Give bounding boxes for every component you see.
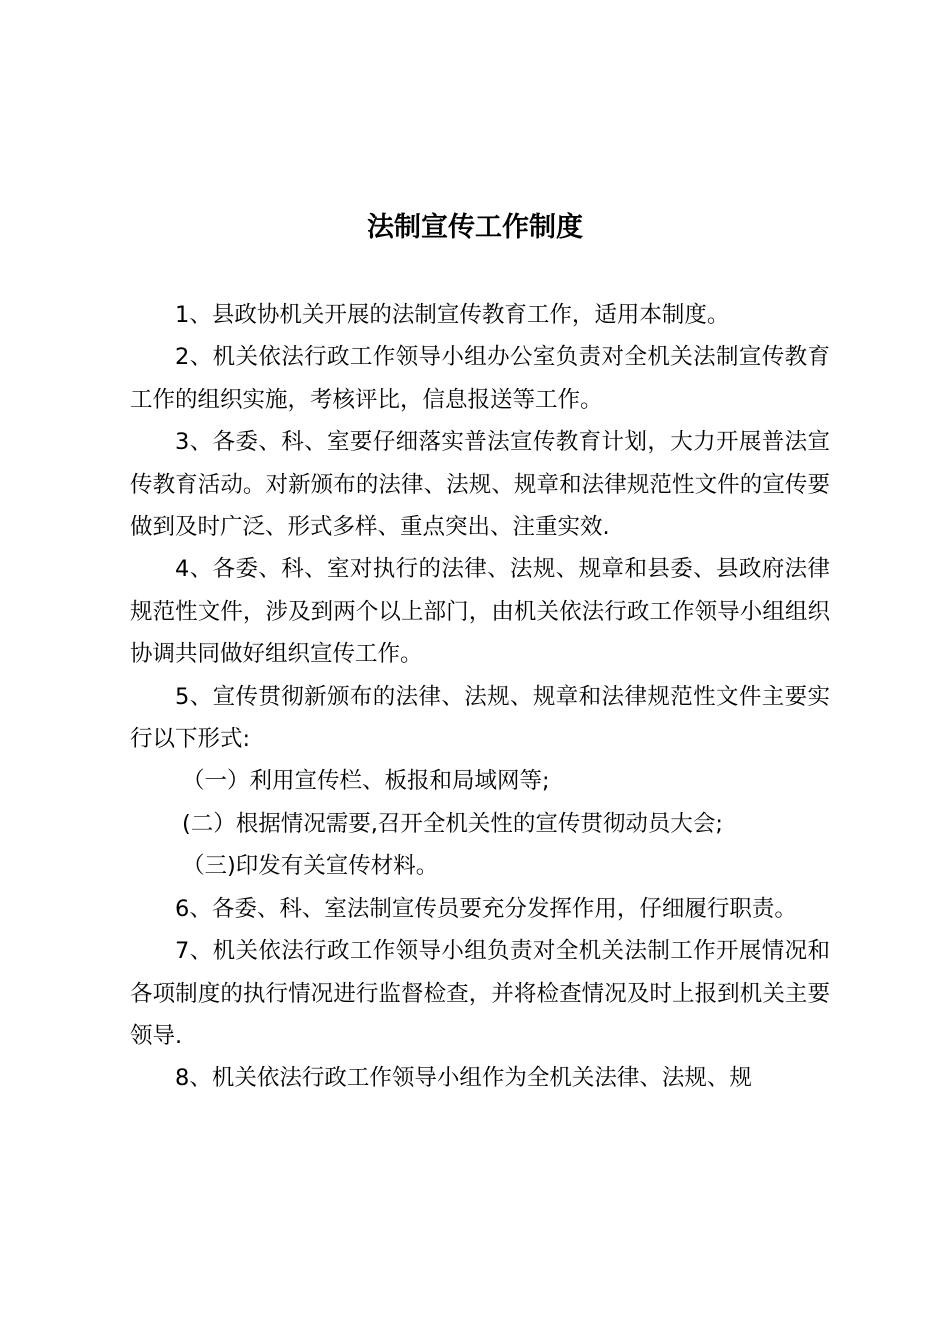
paragraph-1: 1、县政协机关开展的法制宣传教育工作，适用本制度。 (175, 302, 730, 328)
document-body (130, 294, 830, 1100)
sub-item-1: （一）利用宣传栏、板报和局域网等; (182, 768, 550, 795)
paragraph-7: 7、机关依法行政工作领导小组负责对全机关法制工作开展情况和各项制度的执行情况进行监督检查，并将检查情况及时上报到机关主要领导. (130, 938, 830, 1049)
sub-item-2: (二）根据情况需要,召开全机关性的宣传贯彻动员大会; (182, 810, 724, 837)
paragraph-3: 3、各委、科、室要仔细落实普法宣传教育计划，大力开展普法宣传教育活动。对新颁布的法律、法规、规章和法律规范性文件的宣传要做到及时广泛、形式多样、重点突出、注重实效. (130, 429, 830, 541)
paragraph-5: 5、宣传贯彻新颁布的法律、法规、规章和法律规范性文件主要实行以下形式: (130, 683, 830, 753)
sub-item-3: （三)印发有关宣传材料。 (182, 853, 439, 880)
paragraph-8: 8、机关依法行政工作领导小组作为全机关法律、法规、规 (175, 1065, 752, 1092)
document-title: 法制宣传工作制度 (367, 212, 583, 243)
paragraph-4: 4、各委、科、室对执行的法律、法规、规章和县委、县政府法律规范性文件，涉及到两个以上部门，由机关依法行政工作领导小组组织协调共同做好组织宣传工作。 (130, 556, 830, 668)
paragraph-2: 2、机关依法行政工作领导小组办公室负责对全机关法制宣传教育工作的组织实施，考核评比，信息报送等工作。 (130, 344, 830, 413)
paragraph-6: 6、各委、科、室法制宣传员要充分发挥作用，仔细履行职责。 (175, 895, 797, 922)
